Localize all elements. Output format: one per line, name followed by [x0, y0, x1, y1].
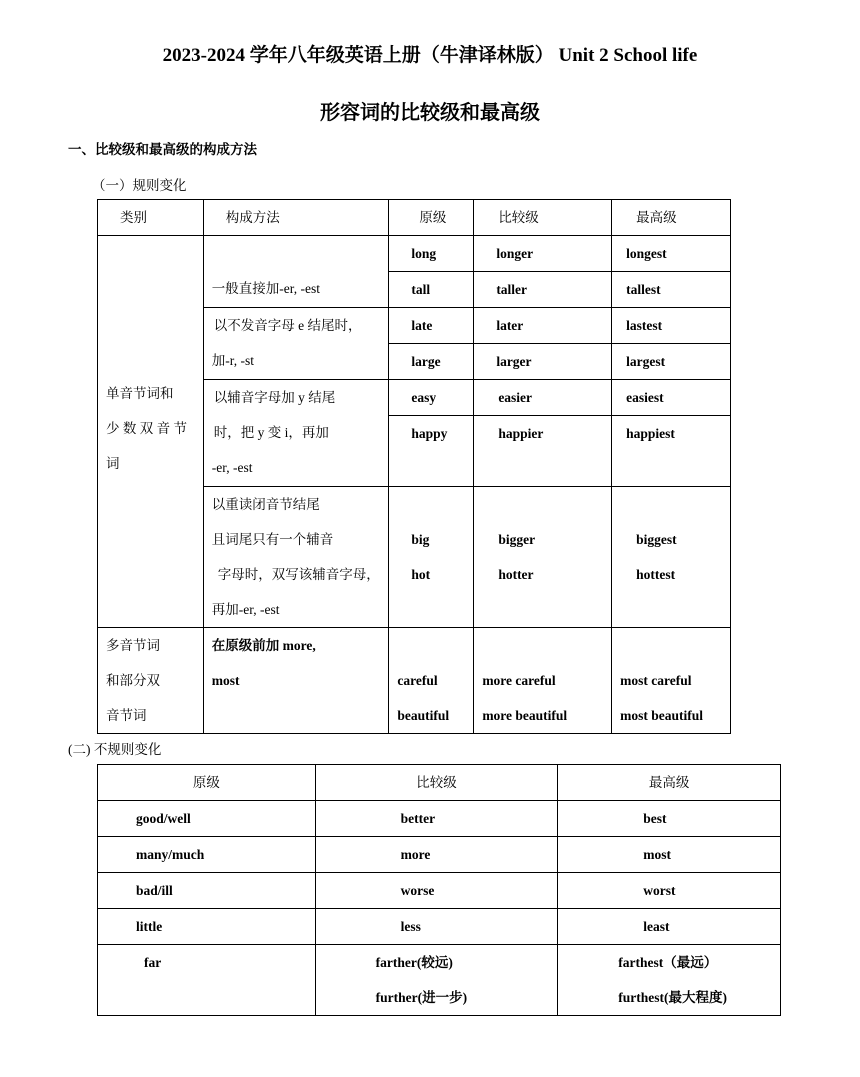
comparative-cell: more beautiful: [482, 708, 568, 723]
method-line: 加-r, -st: [211, 353, 254, 368]
positive-cell: happy: [411, 426, 448, 441]
positive-cell: good/well: [136, 811, 191, 826]
superlative-cell: tallest: [626, 282, 661, 297]
header-positive: 原级: [192, 775, 220, 790]
irregular-table: [97, 764, 781, 1016]
positive-cell: easy: [411, 390, 437, 405]
method-cell: 一般直接加-er, -est: [211, 281, 320, 296]
positive-cell: tall: [411, 282, 431, 297]
category-line: 音节词: [106, 708, 147, 723]
comparative-cell: later: [496, 318, 524, 333]
category-line: 少 数 双 音 节: [106, 421, 187, 436]
comparative-cell: bigger: [498, 532, 536, 547]
table-row: [98, 909, 781, 945]
document-title: 2023-2024 学年八年级英语上册（牛津译林版） Unit 2 School life: [162, 45, 698, 66]
document-subtitle: 形容词的比较级和最高级: [320, 102, 540, 124]
header-category: 类别: [120, 210, 147, 225]
table-header-row: [98, 200, 731, 236]
table-row: [98, 236, 731, 272]
comparative-cell: farther(较远): [375, 955, 453, 970]
method-line: 时，把 y 变 i，再加: [213, 425, 329, 440]
header-superlative: 最高级: [636, 210, 677, 225]
category-line: 多音节词: [106, 638, 160, 653]
comparative-cell: easier: [498, 390, 533, 405]
superlative-cell: least: [643, 919, 670, 934]
superlative-cell: easiest: [626, 390, 664, 405]
category-line: 词: [106, 456, 120, 471]
comparative-cell: hotter: [498, 567, 534, 582]
comparative-cell: more careful: [482, 673, 556, 688]
comparative-cell: larger: [496, 354, 532, 369]
superlative-cell: most beautiful: [620, 708, 703, 723]
category-line: 单音节词和: [106, 386, 174, 401]
header-comparative: 比较级: [416, 775, 457, 790]
superlative-cell: biggest: [636, 532, 677, 547]
method-line: 以辅音字母加 y 结尾: [213, 390, 336, 405]
comparative-cell: more: [400, 847, 431, 862]
superlative-cell: lastest: [626, 318, 663, 333]
positive-cell: big: [411, 532, 430, 547]
superlative-cell: happiest: [626, 426, 675, 441]
positive-cell: large: [411, 354, 441, 369]
superlative-cell: worst: [643, 883, 676, 898]
comparative-cell: further(进一步): [375, 990, 468, 1005]
positive-cell: late: [411, 318, 433, 333]
positive-cell: many/much: [136, 847, 205, 862]
positive-cell: far: [144, 955, 162, 970]
regular-table: [97, 199, 731, 734]
comparative-cell: better: [400, 811, 436, 826]
table-row: [98, 801, 781, 837]
positive-cell: little: [136, 919, 163, 934]
method-line: 且词尾只有一个辅音: [211, 532, 334, 547]
positive-cell: hot: [411, 567, 431, 582]
positive-cell: beautiful: [397, 708, 450, 723]
category-line: 和部分双: [106, 673, 160, 688]
method-line: -er, -est: [211, 460, 253, 475]
header-positive: 原级: [419, 210, 447, 225]
superlative-cell: furthest(最大程度): [618, 990, 728, 1005]
table-row: [98, 628, 731, 734]
table-row: [98, 837, 781, 873]
section-heading: 一、比较级和最高级的构成方法: [68, 142, 257, 157]
superlative-cell: most: [643, 847, 672, 862]
table-row: [98, 873, 781, 909]
method-line: 再加-er, -est: [211, 602, 280, 617]
comparative-cell: longer: [496, 246, 534, 261]
superlative-cell: hottest: [636, 567, 676, 582]
superlative-cell: farthest（最远）: [618, 955, 718, 970]
table-row: [98, 945, 781, 1016]
comparative-cell: less: [400, 919, 421, 934]
positive-cell: long: [411, 246, 437, 261]
method-line: 字母时，双写该辅音字母，: [217, 567, 380, 582]
superlative-cell: most careful: [620, 673, 692, 688]
method-line: 以不发音字母 e 结尾时，: [213, 318, 362, 333]
method-line: 在原级前加 more,: [211, 638, 316, 653]
superlative-cell: largest: [626, 354, 666, 369]
header-method: 构成方法: [225, 210, 280, 225]
table-header-row: [98, 765, 781, 801]
superlative-cell: best: [643, 811, 667, 826]
method-line: 以重读闭音节结尾: [211, 497, 320, 512]
superlative-cell: longest: [626, 246, 667, 261]
method-line: most: [211, 673, 240, 688]
comparative-cell: taller: [496, 282, 528, 297]
subsection-heading-irregular: (二) 不规则变化: [68, 742, 162, 757]
subsection-heading-regular: （一）规则变化: [92, 178, 187, 193]
positive-cell: careful: [397, 673, 438, 688]
header-superlative: 最高级: [648, 775, 690, 790]
positive-cell: bad/ill: [136, 883, 173, 898]
comparative-cell: worse: [400, 883, 435, 898]
comparative-cell: happier: [498, 426, 544, 441]
header-comparative: 比较级: [498, 210, 539, 225]
